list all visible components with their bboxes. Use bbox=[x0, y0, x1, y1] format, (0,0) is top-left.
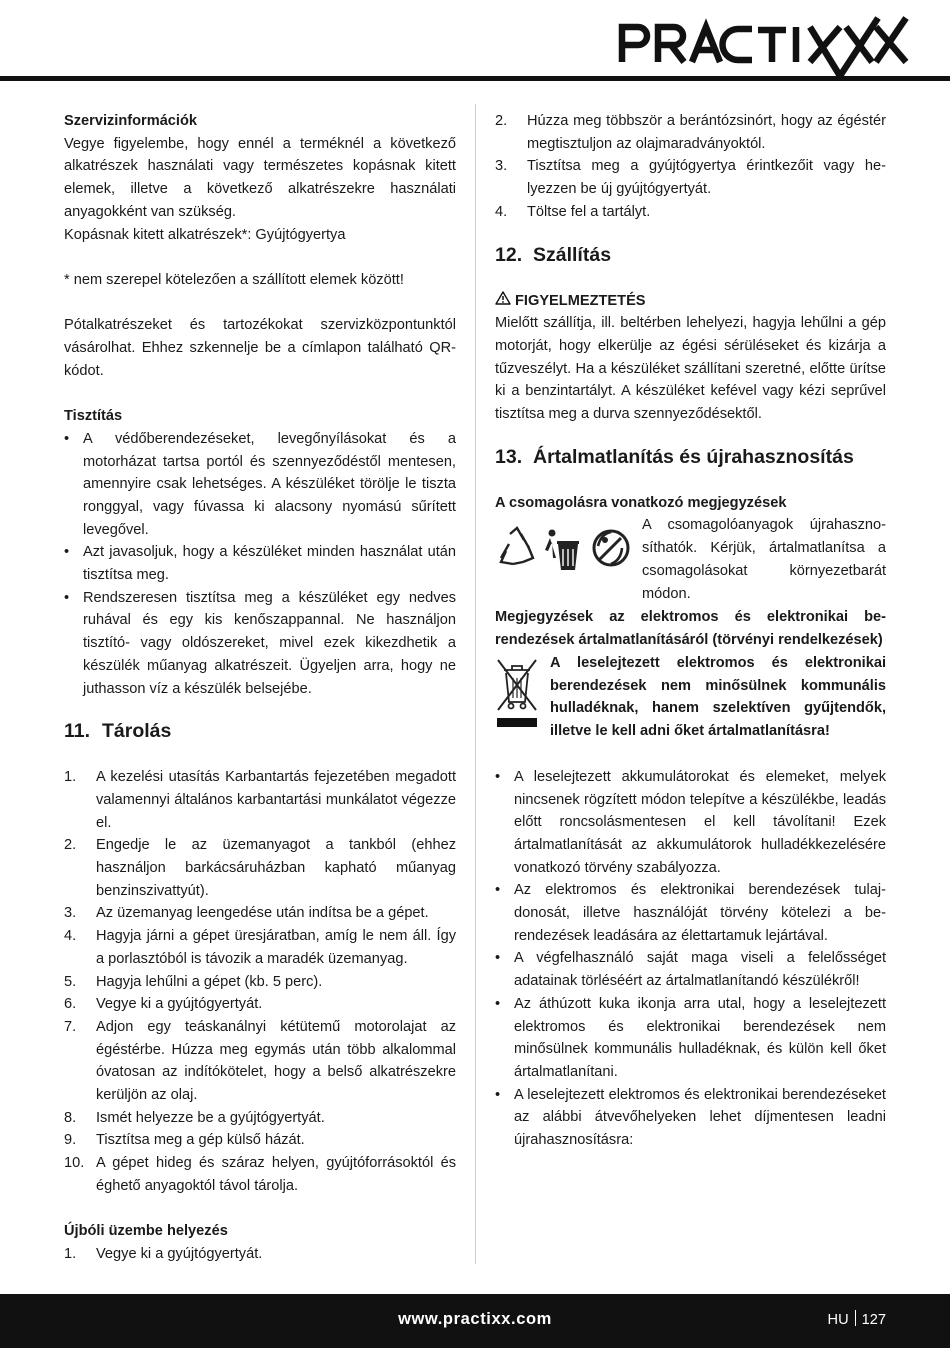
storage-steps bbox=[64, 766, 456, 1197]
step-number: 3. bbox=[495, 158, 508, 175]
restart-steps-continued bbox=[495, 110, 886, 224]
hand-recycle-icon bbox=[594, 531, 628, 565]
step-text: Az üzemanyag leengedése után indítsa be a gépet. bbox=[96, 905, 429, 922]
cleaning-title: Tisztítás bbox=[64, 408, 123, 425]
list-item: • Azt javasoljuk, hogy a készüléket minden használat után tisztítsa meg. bbox=[64, 541, 456, 586]
transport-heading bbox=[495, 242, 886, 268]
warning-text: Mielőtt szállítja, ill. beltérben lehelyezi, hagyja lehűlni a gép motorját, hogy elkerülje az égési sérüléseket és kizárja a tűzveszélyt. Ha a készüléket szállítani szeretné, előtte ürítse ki a benzintartályt. A készüléket kefével vagy kézi seprűvel tisztítsa meg a durva szennyeződésektől. bbox=[495, 315, 886, 423]
step-number: 8. bbox=[64, 1109, 77, 1126]
disposal-number: 13. bbox=[495, 445, 523, 468]
left-column bbox=[64, 110, 456, 1266]
list-item bbox=[64, 1243, 456, 1266]
packaging-title: A csomagolásra vonatkozó megjegyzések bbox=[495, 494, 787, 511]
packaging-block bbox=[495, 514, 886, 606]
step-text: Tisztítsa meg a gép külső házát. bbox=[96, 1132, 305, 1149]
page-number: 127 bbox=[861, 1312, 886, 1328]
list-item: • Rendszeresen tisztítsa meg a készüléket egy nedves ruhával és egy kis kenőszappannal. Ne használjon tisztító- vagy oldószereket, mivel ezek kikezdhetik a készülék műanyag alkatrészeit. Ügyeljen arra, hogy ne juthasson víz a készülék belsejébe. bbox=[64, 587, 456, 701]
step-text: A gépet hideg és száraz helyen, gyújtóforrásoktól és éghető anyagoktól távol tárolja. bbox=[96, 1155, 456, 1194]
step-number: 1. bbox=[64, 1245, 77, 1262]
list-item: • A leselejtezett elektromos és elektronikai berendezéseket az alábbi átvevőhelyeken lehet díjmentesen leadni újrahasznosításra: bbox=[495, 1084, 886, 1152]
warning-heading bbox=[495, 290, 886, 313]
storage-title: Tárolás bbox=[102, 720, 172, 743]
column-divider bbox=[475, 104, 476, 1264]
step-number: 4. bbox=[64, 928, 77, 945]
packaging-icons bbox=[495, 524, 635, 574]
list-item bbox=[64, 834, 456, 902]
step-number: 5. bbox=[64, 973, 77, 990]
service-title: Szervizinformációk bbox=[64, 113, 198, 129]
weee-block bbox=[495, 652, 886, 766]
step-text: Vegye ki a gyújtógyertyát. bbox=[96, 1245, 263, 1262]
list-item bbox=[64, 1152, 456, 1197]
transport-number: 12. bbox=[495, 243, 523, 266]
step-number: 2. bbox=[495, 113, 508, 129]
step-text: A kezelési utasítás Karbantartás fejezetében megadott valamennyi általános karbantartási munkálatot végezze el. bbox=[96, 769, 456, 831]
list-item bbox=[64, 971, 456, 994]
step-text: Adjon egy teáskanálnyi kétütemű motorolajat az égéstérbe. Húzza meg egymás után több alkalommal óvatosan az indítókötelet, hogy a belső alkatrészekre kerüljön az olaj. bbox=[96, 1018, 456, 1104]
list-item bbox=[64, 1016, 456, 1107]
storage-number: 11. bbox=[64, 720, 91, 743]
crossed-bin-icon bbox=[495, 656, 539, 736]
spare-parts-text: Pótalkatrészeket és tartozékokat szervizközpontunktól vásárolhat. Ehhez szkennelje be a címlapon található QR-kódot. bbox=[64, 317, 456, 379]
warning-triangle-icon bbox=[495, 290, 511, 313]
step-text: Engedje le az üzemanyagot a tankból (ehhez használjon barkácsáruházban kapható műanyag benzinszivattyút). bbox=[96, 837, 456, 899]
language-code: HU bbox=[827, 1312, 849, 1328]
step-number: 2. bbox=[64, 837, 77, 854]
footer-bar bbox=[0, 1294, 950, 1348]
list-item: • A végfelhasználó saját maga viseli a felelősséget adatainak törléséért az ártalmatlanítandó készülékről! bbox=[495, 947, 886, 992]
page-indicator bbox=[828, 1309, 886, 1332]
list-item bbox=[64, 766, 456, 834]
list-item bbox=[64, 925, 456, 970]
weee-title: Megjegyzések az elektromos és elektronikai berendezések ártalmatlanításáról (törvényi rendelkezések) bbox=[495, 609, 886, 649]
list-item bbox=[495, 155, 886, 200]
weee-list bbox=[495, 766, 886, 1152]
list-item: • Az áthúzott kuka ikonja arra utal, hogy a leselejtezett elektromos és elektronikai berendezések nem minősülnek kommunális hulladéknak, és külön kell őket ártalmatlanítani. bbox=[495, 993, 886, 1084]
list-item: • A leselejtezett akkumulátorokat és elemeket, melyek nincsenek rögzített módon telepítve a készülékbe, leadás előtt roncsolásmentesen el kell távolítani! Ezek ártalmatlanítását az akkumulátorok hulladékkezelésére vonatkozó törvény szabályozza. bbox=[495, 766, 886, 880]
step-number: 1. bbox=[64, 769, 77, 786]
practixx-logo bbox=[614, 14, 914, 78]
warning-label: FIGYELMEZTETÉS bbox=[515, 292, 646, 309]
header-rule bbox=[0, 76, 950, 81]
step-number: 10. bbox=[64, 1155, 85, 1172]
step-number: 6. bbox=[64, 996, 77, 1013]
restart-title: Újbóli üzembe helyezés bbox=[64, 1223, 228, 1240]
step-text: Húzza meg többször a berántózsinórt, hogy az égéstér megtisztuljon az olajmaradványoktól. bbox=[527, 113, 886, 152]
tidyman-icon bbox=[545, 530, 579, 571]
list-item: • Az elektromos és elektronikai berendezések tulajdonosát, illetve használóját törvény kötelezi a berendezések leadására az élettartamuk lejártával. bbox=[495, 879, 886, 947]
step-number: 9. bbox=[64, 1132, 77, 1149]
step-number: 7. bbox=[64, 1018, 77, 1035]
step-number: 4. bbox=[495, 203, 508, 220]
footnote: * nem szerepel kötelezően a szállított elemek között! bbox=[64, 271, 404, 288]
step-text: Hagyja lehűlni a gépet (kb. 5 perc). bbox=[96, 973, 323, 990]
weee-bold-notice: A leselejtezett elektromos és elektronikai berendezések nem minősülnek kommunális hulladéknak, hanem szelektíven gyűjtendők, illetve le kell adni őket ártalmatlanításra! bbox=[550, 654, 886, 739]
list-item bbox=[64, 1129, 456, 1152]
step-text: Vegye ki a gyújtógyertyát. bbox=[96, 996, 263, 1013]
restart-steps bbox=[64, 1243, 456, 1266]
list-item bbox=[64, 1107, 456, 1130]
list-item bbox=[64, 902, 456, 925]
step-text: Töltse fel a tartályt. bbox=[527, 203, 651, 220]
step-text: Tisztítsa meg a gyújtógyertya érintkezőit vagy helyezzen be új gyújtógyertyát. bbox=[527, 158, 886, 198]
list-item bbox=[64, 993, 456, 1016]
right-column bbox=[495, 110, 886, 1152]
disposal-heading bbox=[495, 444, 886, 470]
wear-parts: Kopásnak kitett alkatrészek*: Gyújtógyertya bbox=[64, 226, 346, 243]
step-text: Hagyja járni a gépet üresjáratban, amíg le nem áll. Így a porlasztóból is távozik a maradék üzemanyag. bbox=[96, 928, 456, 967]
transport-title: Szállítás bbox=[533, 243, 612, 266]
storage-heading bbox=[64, 718, 456, 744]
step-number: 3. bbox=[64, 905, 77, 922]
packaging-text: A csomagolóanyagok újrahasznosíthatók. Kérjük, ártalmatlanítsa a csomagolásokat környezetbarát módon. bbox=[642, 517, 886, 602]
list-item: • A védőberendezéseket, levegőnyílásokat és a motorházat tartsa portól és szennyeződéstől mentesen, amennyire csak lehetséges. A készüléket törölje le tiszta ronggyal, vagy fúvassa ki alacsony nyomású sűrített levegővel. bbox=[64, 428, 456, 542]
list-item bbox=[495, 201, 886, 224]
disposal-title: Ártalmatlanítás és újrahasznosítás bbox=[533, 445, 854, 468]
list-item bbox=[495, 110, 886, 155]
service-text: Vegye figyelembe, hogy ennél a terméknél a következő alkatrészek használati vagy természetes kopásnak kitett elemek, illetve a következő alkatrészekre használati anyagokként van szükség. bbox=[64, 135, 456, 220]
recycle-icon bbox=[501, 528, 533, 564]
footer-url: www.practixx.com bbox=[398, 1310, 552, 1328]
step-text: Ismét helyezze be a gyújtógyertyát. bbox=[96, 1109, 325, 1126]
cleaning-list bbox=[64, 428, 456, 700]
